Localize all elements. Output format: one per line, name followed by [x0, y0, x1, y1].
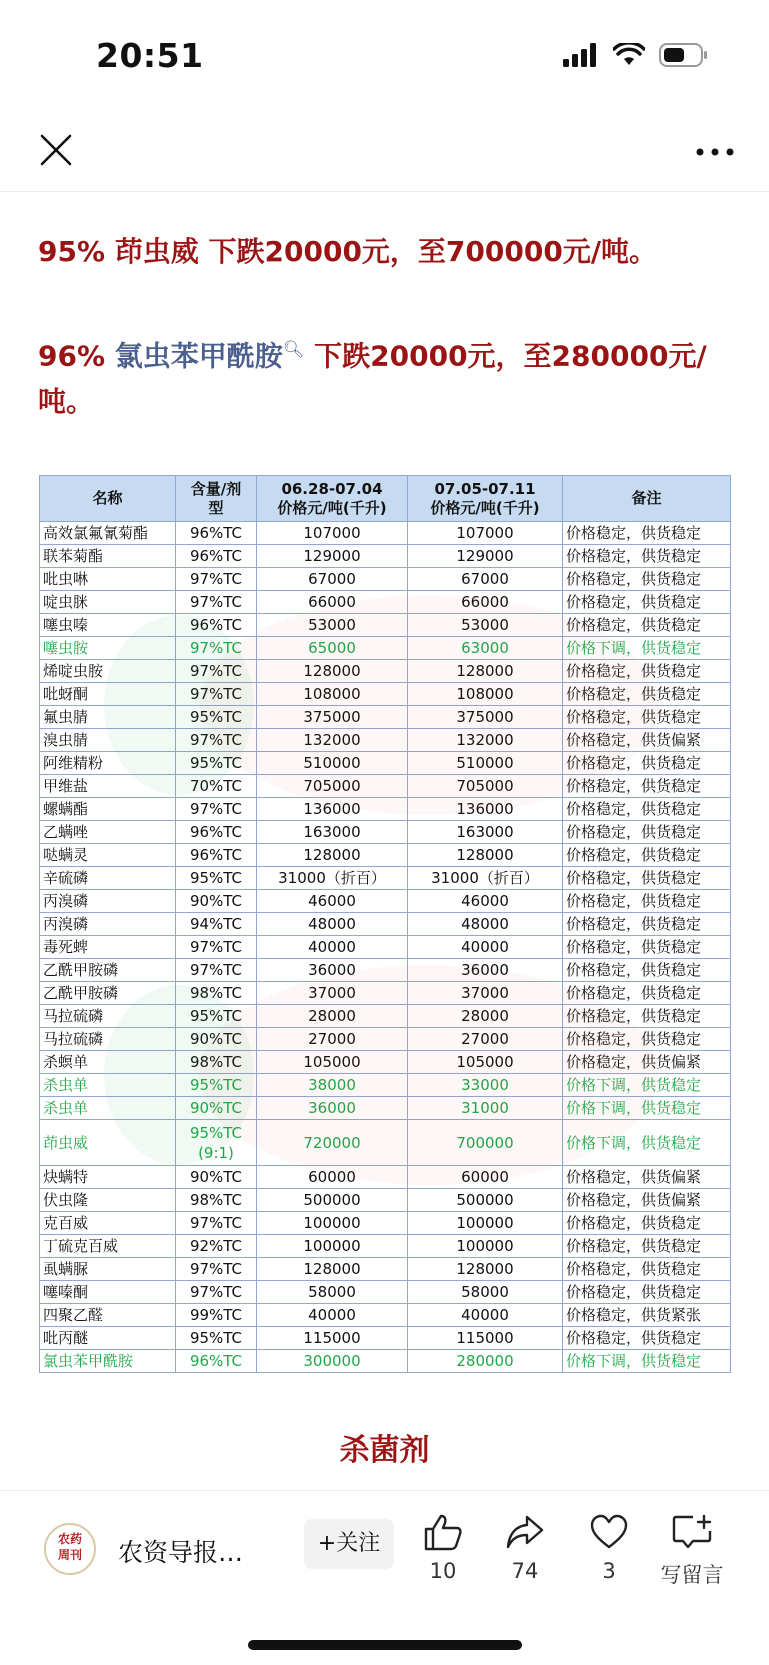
nav-bar	[0, 110, 769, 192]
cell-price-week2: 27000	[408, 1028, 563, 1051]
cell-note: 价格稳定，供货稳定	[563, 1258, 731, 1281]
cell-price-week1: 66000	[257, 591, 408, 614]
cell-note: 价格稳定，供货稳定	[563, 821, 731, 844]
table-row	[40, 890, 731, 913]
cell-price-week1: 128000	[257, 660, 408, 683]
table-row	[40, 614, 731, 637]
table-row	[40, 982, 731, 1005]
cell-content: 95%TC	[176, 706, 257, 729]
cell-note: 价格稳定，供货稳定	[563, 982, 731, 1005]
cell-content: 96%TC	[176, 844, 257, 867]
share-button[interactable]	[490, 1513, 560, 1583]
cell-content: 90%TC	[176, 890, 257, 913]
cell-note: 价格稳定，供货偏紧	[563, 729, 731, 752]
cell-price-week2: 128000	[408, 660, 563, 683]
cell-price-week2: 163000	[408, 821, 563, 844]
cell-price-week2: 136000	[408, 798, 563, 821]
table-row	[40, 1028, 731, 1051]
cell-name: 马拉硫磷	[40, 1005, 176, 1028]
cell-content: 95%TC	[176, 1074, 257, 1097]
cell-name: 炔螨特	[40, 1166, 176, 1189]
battery-icon	[659, 42, 709, 68]
cell-content: 96%TC	[176, 545, 257, 568]
table-row	[40, 660, 731, 683]
table-row	[40, 1166, 731, 1189]
cell-note: 价格稳定，供货稳定	[563, 959, 731, 982]
cell-name: 茚虫威	[40, 1120, 176, 1166]
cell-price-week2: 280000	[408, 1350, 563, 1373]
cell-name: 噻嗪酮	[40, 1281, 176, 1304]
cell-name: 溴虫腈	[40, 729, 176, 752]
price-table-image	[39, 475, 730, 1373]
more-options-icon[interactable]	[695, 146, 735, 158]
cell-note: 价格下调，供货稳定	[563, 1350, 731, 1373]
cell-price-week1: 48000	[257, 913, 408, 936]
cell-content: 70%TC	[176, 775, 257, 798]
cell-name: 毒死蜱	[40, 936, 176, 959]
cell-price-week2: 53000	[408, 614, 563, 637]
cell-price-week2: 67000	[408, 568, 563, 591]
cell-content: 97%TC	[176, 959, 257, 982]
cell-name: 吡虫啉	[40, 568, 176, 591]
header-price-week2	[408, 476, 563, 522]
table-row	[40, 844, 731, 867]
cell-content: 96%TC	[176, 1350, 257, 1373]
cell-price-week1: 115000	[257, 1327, 408, 1350]
table-row	[40, 913, 731, 936]
cell-price-week1: 58000	[257, 1281, 408, 1304]
cell-price-week1: 67000	[257, 568, 408, 591]
cell-name: 哒螨灵	[40, 844, 176, 867]
table-row	[40, 591, 731, 614]
cell-content: 97%TC	[176, 798, 257, 821]
cell-note: 价格稳定，供货稳定	[563, 798, 731, 821]
header-note: 备注	[563, 476, 731, 522]
table-body	[40, 522, 731, 1373]
cell-price-week2: 31000（折百）	[408, 867, 563, 890]
cell-content: 95%TC	[176, 752, 257, 775]
cell-name: 乙酰甲胺磷	[40, 982, 176, 1005]
cell-price-week1: 40000	[257, 936, 408, 959]
cell-name: 丁硫克百威	[40, 1235, 176, 1258]
cell-price-week1: 128000	[257, 844, 408, 867]
cell-price-week2: 375000	[408, 706, 563, 729]
cell-content-l1: 95%TC	[189, 1123, 243, 1142]
favorite-button[interactable]	[574, 1513, 644, 1583]
table-row	[40, 522, 731, 545]
header-price-week1	[257, 476, 408, 522]
cell-content: 97%TC	[176, 591, 257, 614]
cell-price-week2: 100000	[408, 1235, 563, 1258]
cell-name: 氟虫腈	[40, 706, 176, 729]
table-row	[40, 568, 731, 591]
cell-price-week2: 115000	[408, 1327, 563, 1350]
table-row	[40, 683, 731, 706]
cell-content: 97%TC	[176, 660, 257, 683]
cell-price-week2: 107000	[408, 522, 563, 545]
cell-note: 价格稳定，供货稳定	[563, 1212, 731, 1235]
cell-price-week2: 500000	[408, 1189, 563, 1212]
cell-content: 97%TC	[176, 568, 257, 591]
table-row	[40, 1327, 731, 1350]
search-icon[interactable]: 🔍︎	[282, 340, 305, 360]
table-row	[40, 821, 731, 844]
cell-note: 价格稳定，供货稳定	[563, 936, 731, 959]
cell-content: 95%TC	[176, 867, 257, 890]
share-arrow-icon	[505, 1513, 545, 1551]
cell-name: 丙溴磷	[40, 890, 176, 913]
write-comment-button[interactable]	[648, 1513, 736, 1589]
cell-note: 价格下调，供货稳定	[563, 1120, 731, 1166]
cell-price-week2: 37000	[408, 982, 563, 1005]
cell-note: 价格稳定，供货稳定	[563, 522, 731, 545]
cell-note: 价格稳定，供货稳定	[563, 775, 731, 798]
cell-content: 97%TC	[176, 729, 257, 752]
cell-price-week1: 37000	[257, 982, 408, 1005]
cell-price-week2: 63000	[408, 637, 563, 660]
status-time: 20:51	[96, 36, 204, 75]
cell-content: 97%TC	[176, 936, 257, 959]
cell-note: 价格稳定，供货稳定	[563, 752, 731, 775]
cell-note: 价格稳定，供货稳定	[563, 545, 731, 568]
cell-note: 价格稳定，供货偏紧	[563, 1051, 731, 1074]
bottom-action-bar	[0, 1490, 769, 1610]
cell-note: 价格稳定，供货稳定	[563, 913, 731, 936]
header-p2-l2: 价格元/吨(千升)	[430, 498, 540, 517]
cell-note: 价格稳定，供货稳定	[563, 614, 731, 637]
cell-note: 价格稳定，供货稳定	[563, 890, 731, 913]
cell-content: 99%TC	[176, 1304, 257, 1327]
cell-price-week2: 46000	[408, 890, 563, 913]
cell-name: 马拉硫磷	[40, 1028, 176, 1051]
table-row	[40, 729, 731, 752]
cell-price-week1: 60000	[257, 1166, 408, 1189]
cell-name: 丙溴磷	[40, 913, 176, 936]
cell-price-week2: 128000	[408, 1258, 563, 1281]
cell-price-week1: 36000	[257, 1097, 408, 1120]
cell-price-week1: 128000	[257, 1258, 408, 1281]
like-button[interactable]	[408, 1513, 478, 1583]
table-row	[40, 775, 731, 798]
cell-name: 啶虫脒	[40, 591, 176, 614]
cell-price-week1: 36000	[257, 959, 408, 982]
cell-price-week1: 65000	[257, 637, 408, 660]
chlorantraniliprole-link[interactable]: 氯虫苯甲酰胺	[114, 339, 283, 373]
follow-button[interactable]: +关注	[304, 1519, 394, 1569]
cell-content: 97%TC	[176, 637, 257, 660]
cell-note: 价格稳定，供货稳定	[563, 706, 731, 729]
header-content-l1: 含量/剂	[190, 479, 242, 498]
cell-note: 价格稳定，供货稳定	[563, 1281, 731, 1304]
cell-price-week1: 31000（折百）	[257, 867, 408, 890]
cell-content: 90%TC	[176, 1166, 257, 1189]
table-row	[40, 1304, 731, 1327]
headline-suffix: 下跌20000元，至280000元/	[304, 339, 707, 373]
section-title-fungicides: 杀菌剂	[339, 1433, 430, 1468]
cell-content: 92%TC	[176, 1235, 257, 1258]
cell-content: 96%TC	[176, 614, 257, 637]
cell-price-week1: 53000	[257, 614, 408, 637]
cell-name: 四聚乙醛	[40, 1304, 176, 1327]
cell-note: 价格稳定，供货稳定	[563, 1028, 731, 1051]
cell-note: 价格稳定，供货稳定	[563, 591, 731, 614]
table-header-row	[40, 476, 731, 522]
cell-content: 94%TC	[176, 913, 257, 936]
cell-note: 价格稳定，供货稳定	[563, 660, 731, 683]
cell-price-week1: 105000	[257, 1051, 408, 1074]
like-count: 10	[429, 1559, 457, 1583]
cell-note: 价格下调，供货稳定	[563, 637, 731, 660]
header-p1-l1: 06.28-07.04	[281, 479, 383, 498]
cell-price-week2: 100000	[408, 1212, 563, 1235]
cell-content: 90%TC	[176, 1028, 257, 1051]
table-row	[40, 1235, 731, 1258]
home-indicator	[248, 1640, 522, 1650]
cell-price-week1: 163000	[257, 821, 408, 844]
headline-indoxacarb: 95% 茚虫威 下跌20000元，至700000元/吨。	[38, 235, 658, 268]
table-row	[40, 867, 731, 890]
cell-content: 95%TC	[176, 1327, 257, 1350]
header-name: 名称	[40, 476, 176, 522]
cell-content: 97%TC	[176, 1281, 257, 1304]
header-content	[176, 476, 257, 522]
cell-note: 价格稳定，供货偏紧	[563, 1166, 731, 1189]
cell-name: 辛硫磷	[40, 867, 176, 890]
cell-name: 吡丙醚	[40, 1327, 176, 1350]
cell-price-week2: 48000	[408, 913, 563, 936]
cell-note: 价格稳定，供货稳定	[563, 568, 731, 591]
cell-price-week2: 28000	[408, 1005, 563, 1028]
table-row	[40, 1074, 731, 1097]
heart-count: 3	[602, 1559, 616, 1583]
cell-name: 伏虫隆	[40, 1189, 176, 1212]
table-row	[40, 752, 731, 775]
cell-price-week1: 27000	[257, 1028, 408, 1051]
cell-price-week2: 105000	[408, 1051, 563, 1074]
cell-note: 价格稳定，供货紧张	[563, 1304, 731, 1327]
table-row	[40, 959, 731, 982]
cell-name: 杀虫单	[40, 1097, 176, 1120]
cell-name: 烯啶虫胺	[40, 660, 176, 683]
header-p2-l1: 07.05-07.11	[434, 479, 536, 498]
cell-name: 噻虫胺	[40, 637, 176, 660]
cell-name: 乙螨唑	[40, 821, 176, 844]
cell-content: 98%TC	[176, 982, 257, 1005]
table-row	[40, 1212, 731, 1235]
cell-price-week1: 132000	[257, 729, 408, 752]
cell-price-week2: 60000	[408, 1166, 563, 1189]
cell-content	[176, 1120, 257, 1166]
table-row	[40, 706, 731, 729]
heart-icon	[589, 1513, 629, 1551]
table-row	[40, 1005, 731, 1028]
cell-content: 97%TC	[176, 1258, 257, 1281]
account-name[interactable]: 农资导报…	[118, 1538, 244, 1567]
table-row	[40, 1281, 731, 1304]
cell-content: 98%TC	[176, 1189, 257, 1212]
cell-note: 价格稳定，供货稳定	[563, 1235, 731, 1258]
comment-add-icon	[671, 1513, 713, 1551]
cell-price-week1: 300000	[257, 1350, 408, 1373]
cell-price-week1: 720000	[257, 1120, 408, 1166]
cell-price-week1: 100000	[257, 1212, 408, 1235]
cell-content: 97%TC	[176, 683, 257, 706]
cell-price-week2: 128000	[408, 844, 563, 867]
cell-price-week2: 129000	[408, 545, 563, 568]
table-row	[40, 1189, 731, 1212]
cell-name: 高效氯氟氰菊酯	[40, 522, 176, 545]
cell-content: 96%TC	[176, 522, 257, 545]
cellular-signal-icon	[563, 43, 599, 67]
cell-note: 价格稳定，供货稳定	[563, 683, 731, 706]
cell-name: 联苯菊酯	[40, 545, 176, 568]
cell-name: 虱螨脲	[40, 1258, 176, 1281]
cell-price-week2: 700000	[408, 1120, 563, 1166]
table-row	[40, 936, 731, 959]
cell-name: 螺螨酯	[40, 798, 176, 821]
cell-price-week1: 136000	[257, 798, 408, 821]
comment-label: 写留言	[660, 1563, 724, 1587]
cell-price-week1: 108000	[257, 683, 408, 706]
price-table	[39, 475, 731, 1373]
cell-price-week1: 375000	[257, 706, 408, 729]
cell-price-week1: 107000	[257, 522, 408, 545]
table-row	[40, 637, 731, 660]
thumbs-up-icon	[423, 1513, 463, 1551]
cell-price-week2: 705000	[408, 775, 563, 798]
cell-price-week2: 33000	[408, 1074, 563, 1097]
cell-price-week1: 100000	[257, 1235, 408, 1258]
table-row	[40, 545, 731, 568]
cell-name: 噻虫嗪	[40, 614, 176, 637]
cell-price-week1: 40000	[257, 1304, 408, 1327]
cell-price-week2: 108000	[408, 683, 563, 706]
cell-price-week2: 40000	[408, 936, 563, 959]
cell-price-week1: 38000	[257, 1074, 408, 1097]
cell-price-week2: 36000	[408, 959, 563, 982]
wifi-icon	[613, 43, 645, 67]
cell-name: 乙酰甲胺磷	[40, 959, 176, 982]
cell-content: 95%TC	[176, 1005, 257, 1028]
table-row	[40, 798, 731, 821]
cell-name: 杀虫单	[40, 1074, 176, 1097]
cell-price-week1: 705000	[257, 775, 408, 798]
avatar-logo-text: 农药 周刊	[57, 1532, 82, 1562]
cell-note: 价格稳定，供货稳定	[563, 1005, 731, 1028]
close-icon[interactable]	[38, 132, 74, 168]
cell-price-week1: 28000	[257, 1005, 408, 1028]
cell-content: 90%TC	[176, 1097, 257, 1120]
table-row	[40, 1120, 731, 1166]
cell-name: 杀螟单	[40, 1051, 176, 1074]
cell-name: 氯虫苯甲酰胺	[40, 1350, 176, 1373]
table-row	[40, 1051, 731, 1074]
cell-price-week1: 46000	[257, 890, 408, 913]
account-avatar[interactable]	[44, 1523, 96, 1575]
cell-note: 价格稳定，供货偏紧	[563, 1189, 731, 1212]
cell-price-week1: 500000	[257, 1189, 408, 1212]
cell-price-week1: 510000	[257, 752, 408, 775]
cell-price-week2: 40000	[408, 1304, 563, 1327]
cell-name: 阿维精粉	[40, 752, 176, 775]
cell-note: 价格稳定，供货稳定	[563, 867, 731, 890]
header-content-l2: 型	[208, 498, 224, 517]
table-row	[40, 1350, 731, 1373]
cell-name: 克百威	[40, 1212, 176, 1235]
table-row	[40, 1097, 731, 1120]
cell-content: 98%TC	[176, 1051, 257, 1074]
cell-note: 价格稳定，供货稳定	[563, 844, 731, 867]
share-count: 74	[511, 1559, 539, 1583]
cell-content: 96%TC	[176, 821, 257, 844]
cell-price-week2: 58000	[408, 1281, 563, 1304]
status-icons	[563, 42, 709, 68]
cell-name: 吡蚜酮	[40, 683, 176, 706]
table-row	[40, 1258, 731, 1281]
headline-prefix: 96%	[38, 339, 115, 373]
cell-price-week2: 66000	[408, 591, 563, 614]
status-bar	[0, 0, 769, 110]
header-p1-l2: 价格元/吨(千升)	[277, 498, 387, 517]
cell-price-week2: 132000	[408, 729, 563, 752]
cell-note: 价格下调，供货稳定	[563, 1097, 731, 1120]
cell-price-week2: 31000	[408, 1097, 563, 1120]
cell-price-week2: 510000	[408, 752, 563, 775]
cell-price-week1: 129000	[257, 545, 408, 568]
cell-note: 价格稳定，供货稳定	[563, 1327, 731, 1350]
cell-name: 甲维盐	[40, 775, 176, 798]
headline-continuation: 吨。	[38, 385, 95, 418]
cell-note: 价格下调，供货稳定	[563, 1074, 731, 1097]
cell-content-l2: (9:1)	[198, 1143, 234, 1162]
cell-content: 97%TC	[176, 1212, 257, 1235]
